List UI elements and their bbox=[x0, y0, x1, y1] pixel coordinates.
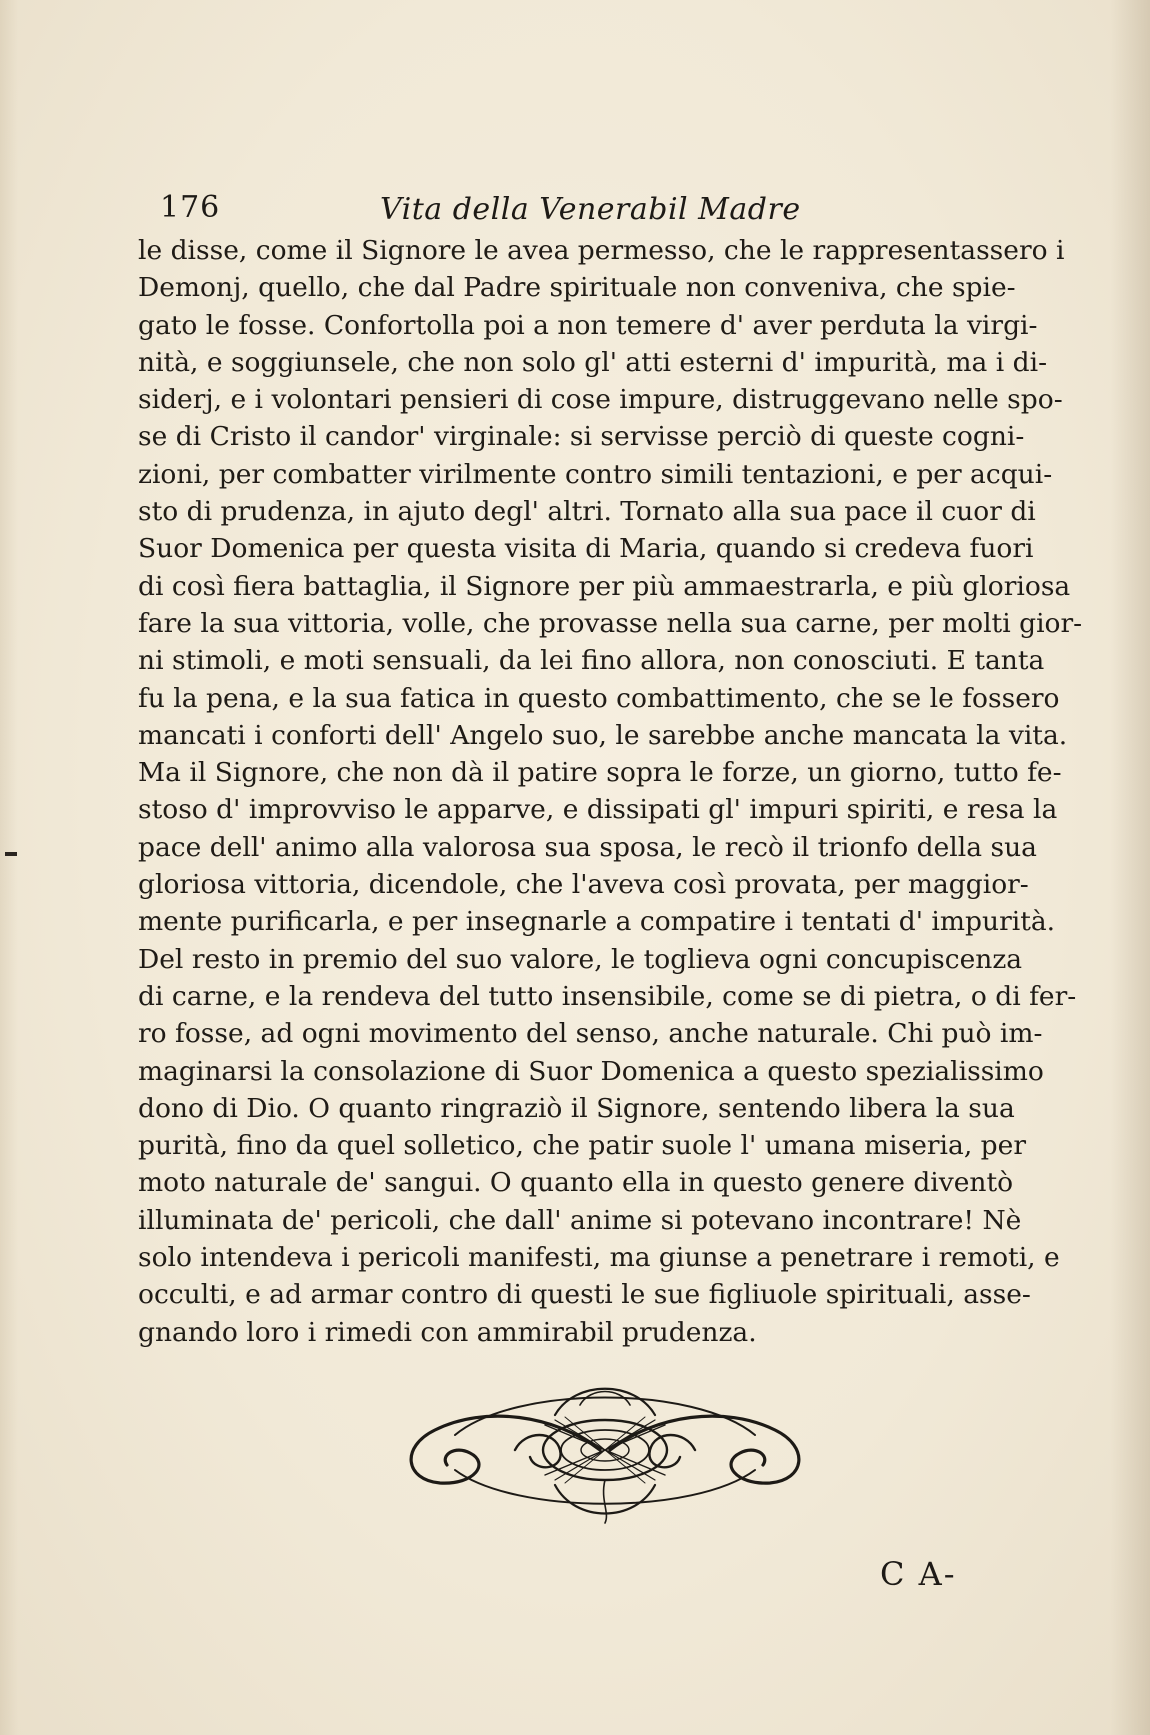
text-line: di così fiera battaglia, il Signore per più ammaestrarla, e più gloriosa bbox=[138, 570, 1071, 602]
running-title: Vita della Venerabil Madre bbox=[380, 192, 801, 227]
text-line: purità, fino da quel solletico, che patir suole l' umana miseria, per bbox=[138, 1130, 1026, 1162]
calligraphic-flourish-ornament bbox=[395, 1375, 815, 1525]
text-line: Demonj, quello, che dal Padre spirituale non conveniva, che spie- bbox=[138, 272, 1016, 304]
text-line: stoso d' improvviso le apparve, e dissipati gl' impuri spiriti, e resa la bbox=[138, 794, 1058, 826]
text-line: moto naturale de' sangui. O quanto ella in questo genere diventò bbox=[138, 1167, 1014, 1199]
text-line: pace dell' animo alla valorosa sua sposa, le recò il trionfo della sua bbox=[138, 831, 1037, 863]
text-line: gato le fosse. Confortolla poi a non temere d' aver perduta la virgi- bbox=[138, 309, 1038, 341]
text-line: mancati i conforti dell' Angelo suo, le sarebbe anche mancata la vita. bbox=[138, 719, 1068, 751]
text-line: di carne, e la rendeva del tutto insensibile, come se di pietra, o di fer- bbox=[138, 980, 1077, 1012]
catchword: C A- bbox=[880, 1555, 957, 1593]
text-line: Ma il Signore, che non dà il patire sopra le forze, un giorno, tutto fe- bbox=[138, 757, 1062, 789]
margin-mark bbox=[5, 852, 17, 856]
text-line: occulti, e ad armar contro di questi le sue figliuole spirituali, asse- bbox=[138, 1279, 1031, 1311]
page-left-edge-shading bbox=[0, 0, 18, 1735]
text-line: ni stimoli, e moti sensuali, da lei fino allora, non conosciuti. E tanta bbox=[138, 645, 1045, 677]
text-line: nità, e soggiunsele, che non solo gl' atti esterni d' impurità, ma i di- bbox=[138, 346, 1048, 378]
text-line: Suor Domenica per questa visita di Maria, quando si credeva fuori bbox=[138, 533, 1034, 565]
page-number: 176 bbox=[160, 190, 221, 225]
text-line: sto di prudenza, in ajuto degl' altri. Tornato alla sua pace il cuor di bbox=[138, 496, 1036, 528]
text-line: siderj, e i volontari pensieri di cose impure, distruggevano nelle spo- bbox=[138, 384, 1063, 416]
body-text bbox=[138, 232, 1083, 1351]
text-line: Del resto in premio del suo valore, le toglieva ogni concupiscenza bbox=[138, 943, 1023, 975]
text-line: maginarsi la consolazione di Suor Domenica a questo spezialissimo bbox=[138, 1055, 1044, 1087]
text-line: gnando loro i rimedi con ammirabil prudenza. bbox=[138, 1316, 757, 1348]
text-line: ro fosse, ad ogni movimento del senso, anche naturale. Chi può im- bbox=[138, 1018, 1043, 1050]
text-line: illuminata de' pericoli, che dall' anime si potevano incontrare! Nè bbox=[138, 1204, 1022, 1236]
text-line: solo intendeva i pericoli manifesti, ma giunse a penetrare i remoti, e bbox=[138, 1242, 1060, 1274]
text-line: fu la pena, e la sua fatica in questo combattimento, che se le fossero bbox=[138, 682, 1060, 714]
text-line: fare la sua vittoria, volle, che provasse nella sua carne, per molti gior- bbox=[138, 607, 1083, 639]
text-line: dono di Dio. O quanto ringraziò il Signore, sentendo libera la sua bbox=[138, 1092, 1015, 1124]
text-line: zioni, per combatter virilmente contro simili tentazioni, e per acqui- bbox=[138, 458, 1053, 490]
page-header bbox=[160, 190, 960, 234]
text-line: le disse, come il Signore le avea permesso, che le rappresentassero i bbox=[138, 235, 1065, 266]
text-line: gloriosa vittoria, dicendole, che l'aveva così provata, per maggior- bbox=[138, 869, 1029, 901]
text-line: mente purificarla, e per insegnarle a compatire i tentati d' impurità. bbox=[138, 906, 1056, 938]
page-fold-shadow bbox=[1110, 0, 1150, 1735]
text-line: se di Cristo il candor' virginale: si servisse perciò di queste cogni- bbox=[138, 421, 1025, 453]
